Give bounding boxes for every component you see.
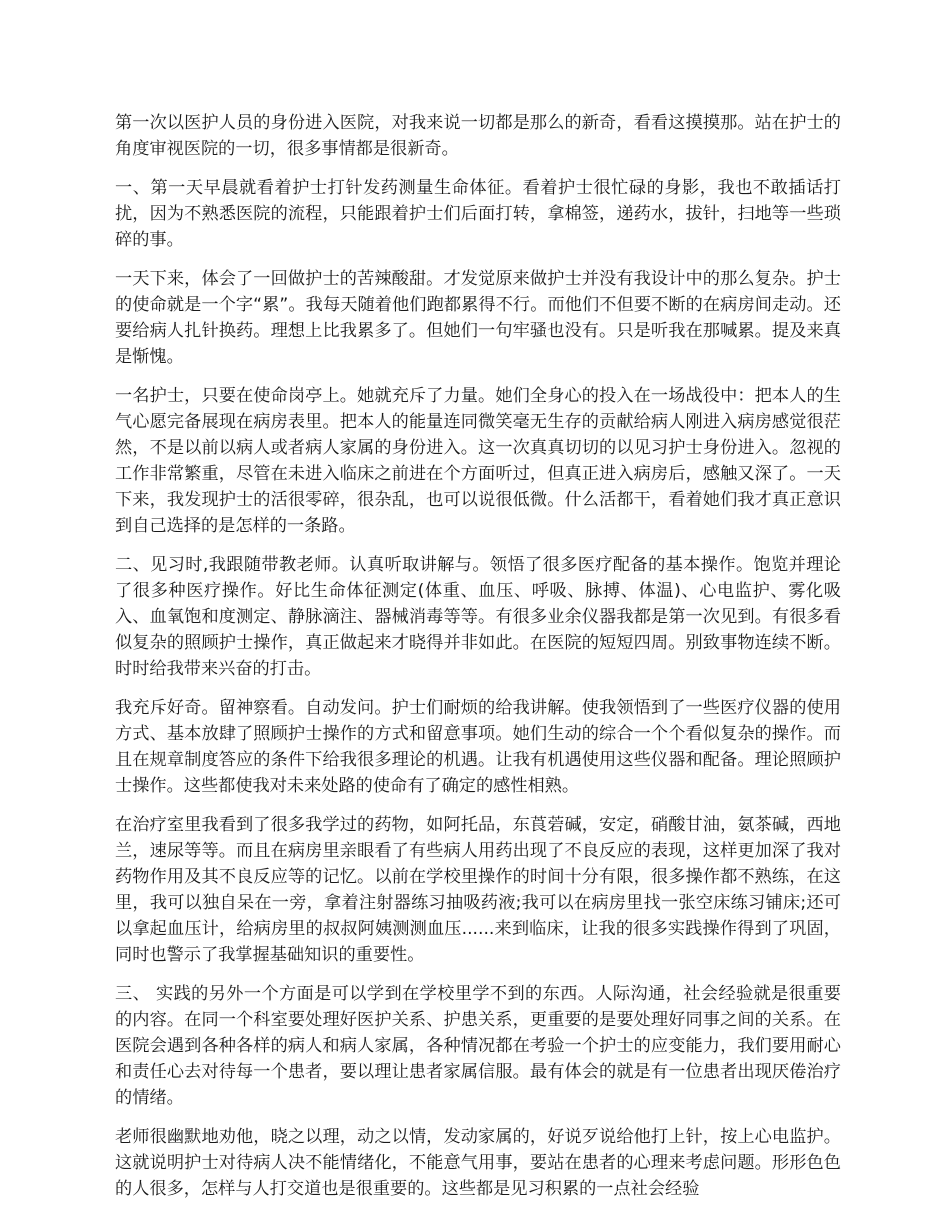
paragraph-nurse-duty: 一名护士，只要在使命岗亭上。她就充斥了力量。她们全身心的投入在一场战役中：把本人的生气心愿完备展现在病房表里。把本人的能量连同微笑毫无生存的贡献给病人刚进入病房感觉很茫然，不是以前以病人或者病人家属的身份进入。这一次真真切切的以见习护士身份进入。忽视的工作非常繁重，尽管在未进入临床之前进在个方面听过，但真正进入病房后，感触又深了。一天下来，我发现护士的活很零碎，很杂乱，也可以说很低微。什么活都干，看着她们我才真正意识到自己选择的是怎样的一条路。 xyxy=(115,386,841,536)
paragraph-section-three: 三、 实践的另外一个方面是可以学到在学校里学不到的东西。人际沟通，社会经验就是很重要的内容。在同一个科室要处理好医护关系、护患关系，更重要的是要处理好同事之间的关系。在医院会遇到各种各样的病人和病人家属，各种情况都在考验一个护士的应变能力，我们要用耐心和责任心去对待每一个患者，要以理让患者家属信服。最有体会的就是有一位患者出现厌倦治疗的情绪。 xyxy=(115,984,841,1108)
paragraph-day-reflection: 一天下来，体会了一回做护士的苦辣酸甜。才发觉原来做护士并没有我设计中的那么复杂。护士的使命就是一个字“累”。我每天随着他们跑都累得不行。而他们不但要不断的在病房间走动。还要给病人扎针换药。理想上比我累多了。但她们一句牢骚也没有。只是听我在那喊累。提及来真是惭愧。 xyxy=(115,269,841,367)
paragraph-curiosity: 我充斥好奇。留神察看。自动发问。护士们耐烦的给我讲解。使我领悟到了一些医疗仪器的使用方式、基本放肆了照顾护士操作的方式和留意事项。她们生动的综合一个个看似复杂的操作。而且在规章制度答应的条件下给我很多理论的机遇。让我有机遇使用这些仪器和配备。理论照顾护士操作。这些都使我对未来处路的使命有了确定的感性相熟。 xyxy=(115,698,841,796)
document-body xyxy=(115,110,841,1215)
paragraph-first-day: 一、第一天早晨就看着护士打针发药测量生命体征。看着护士很忙碌的身影，我也不敢插话打扰，因为不熟悉医院的流程，只能跟着护士们后面打转，拿棉签，递药水，拔针，扫地等一些琐碎的事。 xyxy=(115,178,841,250)
paragraph-teacher-humor: 老师很幽默地劝他，晓之以理，动之以情，发动家属的，好说歹说给他打上针，按上心电监护。这就说明护士对待病人决不能情绪化，不能意气用事，要站在患者的心理来考虑问题。形形色色的人很多，怎样与人打交道也是很重要的。这些都是见习积累的一点社会经验 xyxy=(115,1127,841,1199)
paragraph-section-two: 二、见习时,我跟随带教老师。认真听取讲解与。领悟了很多医疗配备的基本操作。饱览并理论了很多种医疗操作。好比生命体征测定(体重、血压、呼吸、脉搏、体温)、心电监护、雾化吸入、血氧饱和度测定、静脉滴注、器械消毒等等。有很多业余仪器我都是第一次见到。有很多看似复杂的照顾护士操作，真正做起来才晓得并非如此。在医院的短短四周。别致事物连续不断。时时给我带来兴奋的打击。 xyxy=(115,555,841,679)
paragraph-intro: 第一次以医护人员的身份进入医院，对我来说一切都是那么的新奇，看看这摸摸那。站在护士的角度审视医院的一切，很多事情都是很新奇。 xyxy=(115,113,841,159)
paragraph-treatment-room: 在治疗室里我看到了很多我学过的药物，如阿托品，东莨菪碱，安定，硝酸甘油，氨茶碱，西地兰，速尿等等。而且在病房里亲眼看了有些病人用药出现了不良反应的表现，这样更加深了我对药物作用及其不良反应等的记忆。以前在学校里操作的时间十分有限，很多操作都不熟练，在这里，我可以独自呆在一旁，拿着注射器练习抽吸药液;我可以在病房里找一张空床练习铺床;还可以拿起血压计，给病房里的叔叔阿姨测测血压......来到临床，让我的很多实践操作得到了巩固，同时也警示了我掌握基础知识的重要性。 xyxy=(115,815,841,965)
